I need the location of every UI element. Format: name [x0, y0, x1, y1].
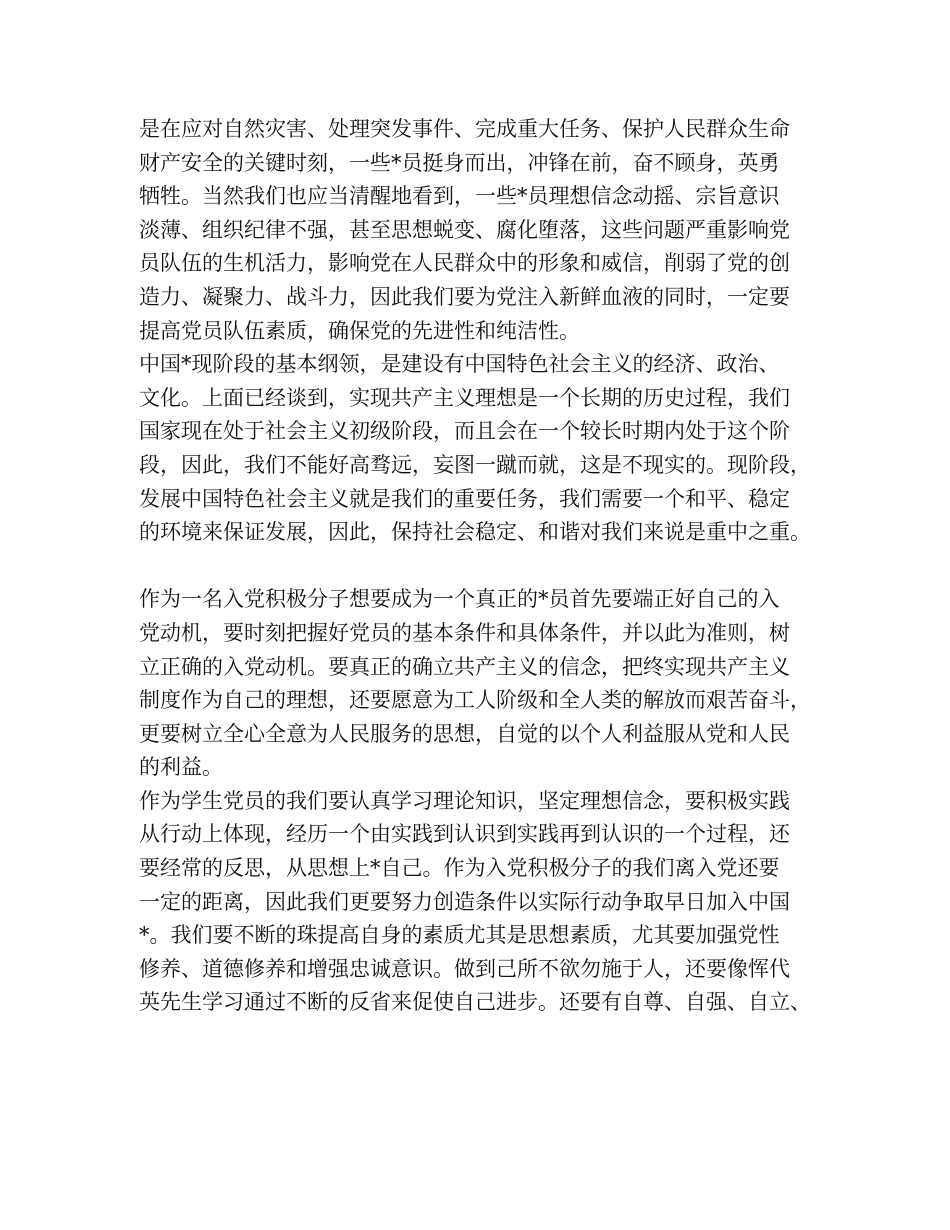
text-line: 英先生学习通过不断的反省来促使自己进步。还要有自尊、自强、自立、 [139, 990, 811, 1015]
text-line: 段，因此，我们不能好高骛远，妄图一蹴而就，这是不现实的。现阶段， [139, 452, 811, 477]
text-line: 作为一名入党积极分子想要成为一个真正的*员首先要端正好自己的入 [139, 587, 780, 612]
text-line: 是在应对自然灾害、处理突发事件、完成重大任务、保护人民群众生命 [139, 117, 790, 141]
text-line: *。我们要不断的珠提高自身的素质尤其是思想素质，尤其要加强党性 [139, 923, 780, 948]
text-line: 从行动上体现，经历一个由实践到认识到实践再到认识的一个过程，还 [139, 822, 790, 847]
text-line: 制度作为自己的理想，还要愿意为工人阶级和全人类的解放而艰苦奋斗， [139, 688, 811, 713]
text-line: 作为学生党员的我们要认真学习理论知识，坚定理想信念，要积极实践 [139, 788, 790, 813]
text-line: 修养、道德修养和增强忠诚意识。做到己所不欲勿施于人，还要像恽代 [139, 956, 790, 981]
paragraph [139, 348, 839, 550]
text-line: 造力、凝聚力、战斗力，因此我们要为党注入新鲜血液的同时，一定要 [139, 284, 790, 309]
text-line: 一定的距离，因此我们更要努力创造条件以实际行动争取早日加入中国 [139, 889, 790, 914]
paragraph [139, 583, 839, 785]
text-line: 要经常的反思，从思想上*自己。作为入党积极分子的我们离入党还要 [139, 856, 780, 881]
text-line: 国家现在处于社会主义初级阶段，而且会在一个较长时期内处于这个阶 [139, 419, 790, 444]
paragraph [139, 785, 839, 1020]
document-body [139, 113, 839, 1020]
text-line: 的环境来保证发展，因此，保持社会稳定、和谐对我们来说是重中之重。 [139, 520, 811, 545]
text-line: 更要树立全心全意为人民服务的思想，自觉的以个人利益服从党和人民 [139, 721, 790, 746]
text-line: 的利益。 [139, 755, 223, 780]
text-line: 党动机，要时刻把握好党员的基本条件和具体条件，并以此为准则，树 [139, 620, 790, 645]
text-line: 文化。上面已经谈到，实现共产主义理想是一个长期的历史过程，我们 [139, 385, 790, 410]
text-line: 中国*现阶段的基本纲领，是建设有中国特色社会主义的经济、政治、 [139, 352, 780, 377]
text-line: 淡薄、组织纪律不强，甚至思想蜕变、腐化堕落，这些问题严重影响党 [139, 217, 790, 242]
text-line: 牺牲。当然我们也应当清醒地看到，一些*员理想信念动摇、宗旨意识 [139, 184, 780, 209]
text-line: 财产安全的关键时刻，一些*员挺身而出，冲锋在前，奋不顾身，英勇 [139, 150, 780, 175]
text-line: 员队伍的生机活力，影响党在人民群众中的形象和威信，削弱了党的创 [139, 251, 790, 276]
paragraph [139, 113, 839, 348]
paragraph-spacer [139, 550, 839, 584]
text-line: 发展中国特色社会主义就是我们的重要任务，我们需要一个和平、稳定 [139, 486, 790, 511]
text-line: 立正确的入党动机。要真正的确立共产主义的信念，把终实现共产主义 [139, 654, 790, 679]
text-line: 提高党员队伍素质，确保党的先进性和纯洁性。 [139, 318, 580, 343]
